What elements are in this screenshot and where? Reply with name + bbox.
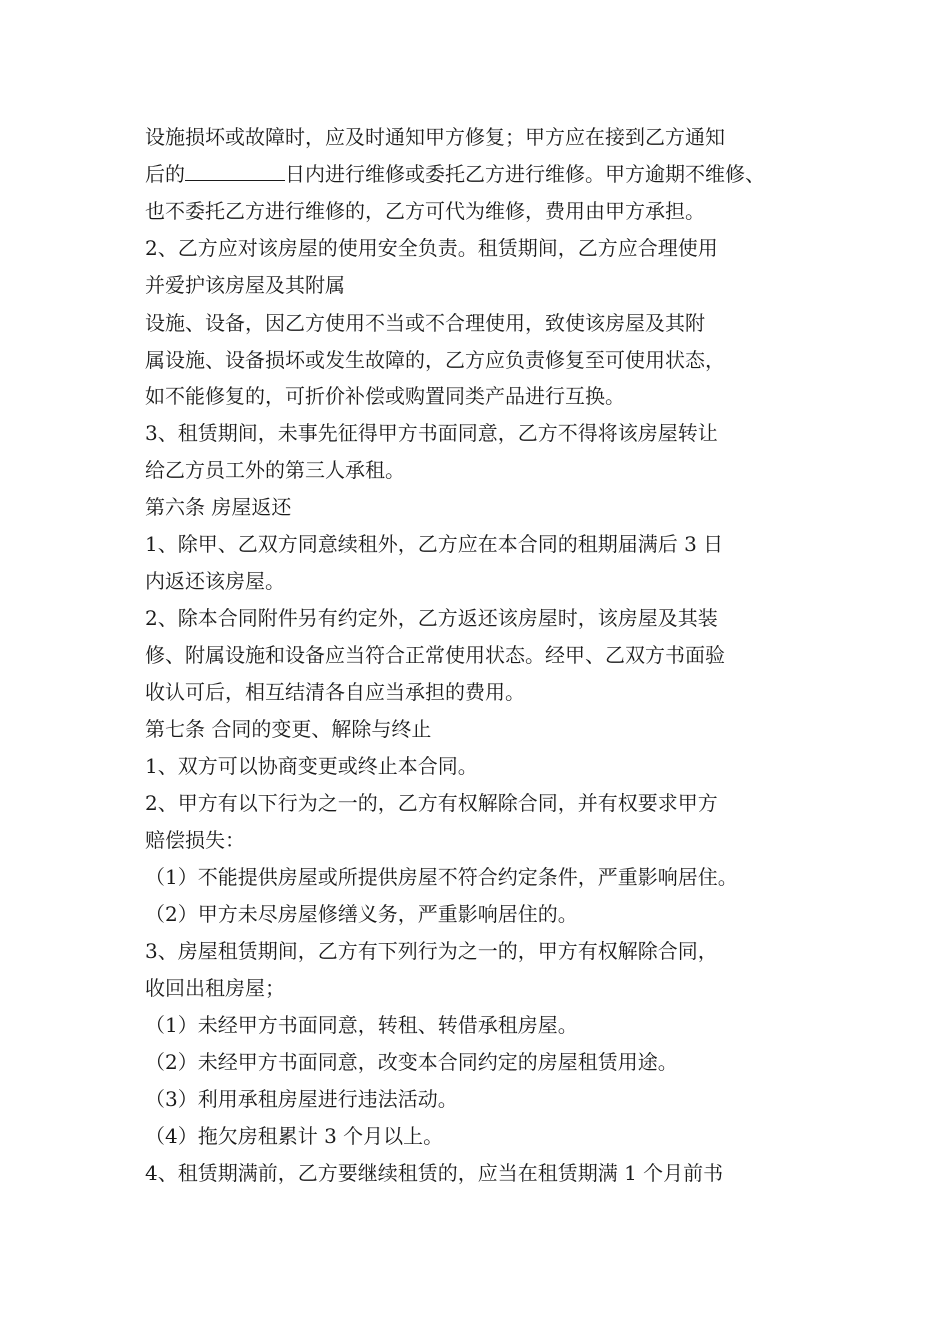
text-line: 1、除甲、乙双方同意续租外，乙方应在本合同的租期届满后 3 日 [145, 532, 724, 556]
text-line: 3、租赁期间，未事先征得甲方书面同意，乙方不得将该房屋转让 [145, 421, 718, 445]
text-line: 内返还该房屋。 [145, 569, 285, 593]
text-line: 设施、设备，因乙方使用不当或不合理使用，致使该房屋及其附 [145, 311, 705, 335]
text-line: 2、甲方有以下行为之一的，乙方有权解除合同，并有权要求甲方 [145, 791, 718, 815]
text-line: （2）甲方未尽房屋修缮义务，严重影响居住的。 [145, 902, 578, 926]
text-line: 如不能修复的，可折价补偿或购置同类产品进行互换。 [145, 384, 625, 408]
text-line: 收回出租房屋； [145, 976, 285, 1000]
text-line: 并爱护该房屋及其附属 [145, 273, 345, 297]
text-line: 2、乙方应对该房屋的使用安全负责。租赁期间，乙方应合理使用 [145, 236, 718, 260]
text-line: （3）利用承租房屋进行违法活动。 [145, 1087, 458, 1111]
text-line: 收认可后，相互结清各自应当承担的费用。 [145, 680, 525, 704]
text-line: （1）未经甲方书面同意，转租、转借承租房屋。 [145, 1013, 578, 1037]
text-line: （2）未经甲方书面同意，改变本合同约定的房屋租赁用途。 [145, 1050, 678, 1074]
section-heading: 第七条 合同的变更、解除与终止 [145, 717, 432, 741]
text-line: 1、双方可以协商变更或终止本合同。 [145, 754, 478, 778]
text-segment: 日内进行维修或委托乙方进行维修。甲方逾期不维修、 [285, 162, 765, 186]
text-line: （1）不能提供房屋或所提供房屋不符合约定条件，严重影响居住。 [145, 865, 738, 889]
text-line-with-blank [145, 161, 765, 187]
text-line: 设施损坏或故障时，应及时通知甲方修复；甲方应在接到乙方通知 [145, 125, 725, 149]
fill-in-blank [185, 162, 285, 181]
section-heading: 第六条 房屋返还 [145, 495, 292, 519]
text-line: 3、房屋租赁期间，乙方有下列行为之一的，甲方有权解除合同， [145, 939, 718, 963]
text-line: 赔偿损失： [145, 828, 245, 852]
text-line: 4、租赁期满前，乙方要继续租赁的，应当在租赁期满 1 个月前书 [145, 1161, 724, 1185]
text-line: 2、除本合同附件另有约定外，乙方返还该房屋时，该房屋及其装 [145, 606, 718, 630]
text-segment: 后的 [145, 162, 185, 186]
text-line: 给乙方员工外的第三人承租。 [145, 458, 405, 482]
text-line: （4）拖欠房租累计 3 个月以上。 [145, 1124, 444, 1148]
text-line: 修、附属设施和设备应当符合正常使用状态。经甲、乙双方书面验 [145, 643, 725, 667]
text-line: 也不委托乙方进行维修的，乙方可代为维修，费用由甲方承担。 [145, 199, 705, 223]
text-line: 属设施、设备损坏或发生故障的，乙方应负责修复至可使用状态， [145, 348, 725, 372]
